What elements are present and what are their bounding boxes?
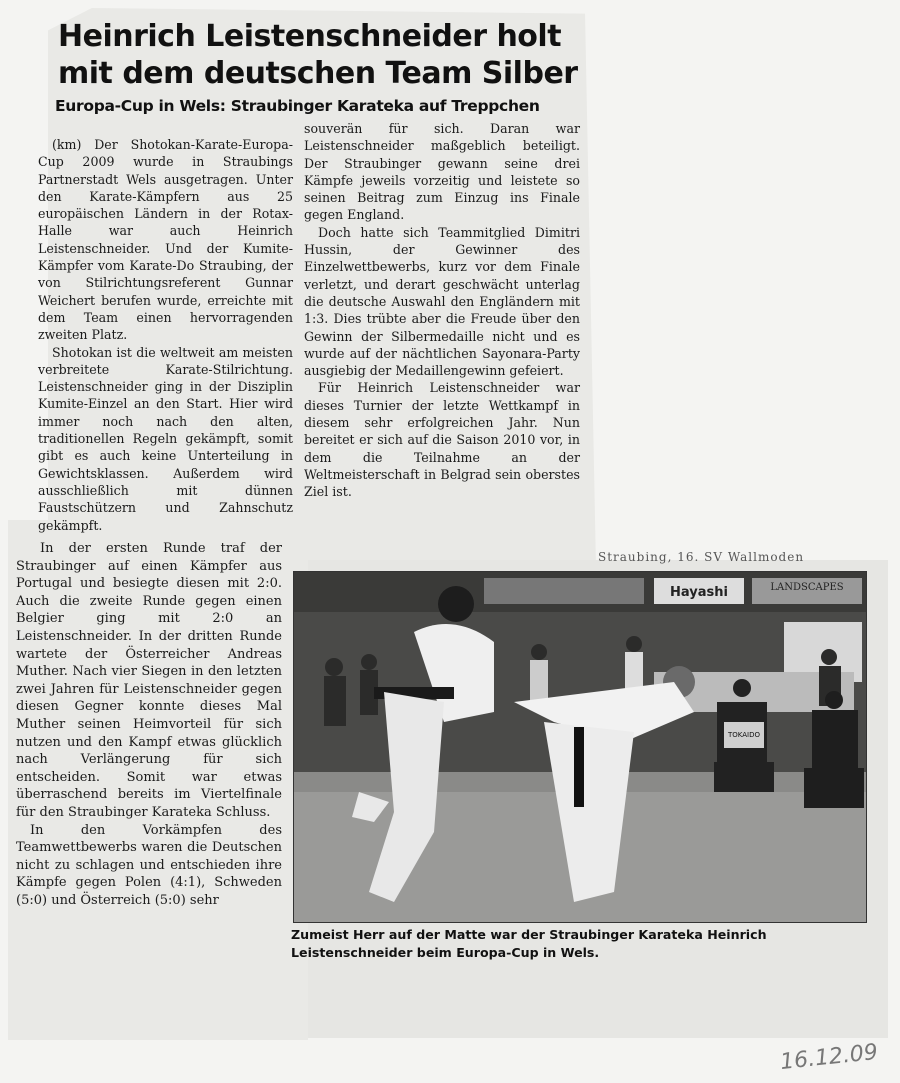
article-photo: [293, 571, 867, 923]
banner-landscapes-text: LANDSCAPES: [770, 582, 844, 593]
paragraph: (km) Der Shotokan-Karate-Europa-Cup 2009 wurde in Straubings Partnerstadt Wels ausgetragen. Unter den Karate-Kämpfern aus 25 europäischen Ländern in der Rotax-Halle war auch Heinrich Leistenschneider. Und der Kumite-Kämpfer vom Karate-Do Straubing, der von Stilrichtungsreferent Gunnar Weichert berufen wurde, erreichte mit dem Team einen hervorragenden zweiten Platz.: [38, 137, 293, 343]
margin-fragment-text: Straubing, 16. SV Wallmoden: [598, 550, 805, 564]
chair-label-text: TOKAIDO: [727, 731, 761, 739]
article-column-3: [16, 540, 282, 909]
article-column-2: [304, 120, 580, 501]
banner-sponsor-text: Hayashi: [670, 585, 728, 600]
paragraph: souverän für sich. Daran war Leistenschneider maßgeblich beteiligt. Der Straubinger gewann seine drei Kämpfe jeweils vorzeitig und leistete so seinen Beitrag zum Einzug ins Finale gegen England.: [304, 121, 580, 223]
paragraph: In den Vorkämpfen des Teamwettbewerbs waren die Deutschen nicht zu schlagen und entschieden ihre Kämpfe gegen Polen (4:1), Schweden (5:0) und Österreich (5:0) sehr: [16, 822, 282, 908]
paragraph: Doch hatte sich Teammitglied Dimitri Hussin, der Gewinner des Einzelwettbewerbs, kurz vor dem Finale verletzt, und derart geschwächt unterlag die deutsche Auswahl den Engländern mit 1:3. Dies trübte aber die Freude über den Gewinn der Silbermedaille nicht und es wurde auf der nächtlichen Sayonara-Party ausgiebig der Medaillengewinn gefeiert.: [304, 224, 580, 379]
article-headline: Heinrich Leistenschneider holt mit dem deutschen Team Silber: [58, 19, 578, 91]
paragraph: In der ersten Runde traf der Straubinger auf einen Kämpfer aus Portugal und besiegte diesen mit 2:0. Auch die zweite Runde gegen einen Belgier ging mit 2:0 an Leistenschneider. In der dritten Runde wartete der Österreicher Andreas Muther. Nach vier Siegen in den letzten zwei Jahren für Leistenschneider gegen diesen Gegner konnte dieses Mal Muther seinen Heimvorteil für sich nutzen und den Kampf etwas glücklich nach Verlängerung für sich entscheiden. Somit war etwas überraschend bereits im Viertelfinale für den Straubinger Karateka Schluss.: [16, 541, 282, 820]
paragraph: Für Heinrich Leistenschneider war dieses Turnier der letzte Wettkampf in diesem sehr erfolgreichen Jahr. Nun bereitet er sich auf die Saison 2010 vor, in dem die Teilnahme an der Weltmeisterschaft in Belgrad sein oberstes Ziel ist.: [304, 380, 580, 500]
paragraph: Shotokan ist die weltweit am meisten verbreitete Karate-Stilrichtung. Leistenschneider ging in der Disziplin Kumite-Einzel an den Start. Hier wird immer noch nach den alten, traditionellen Regeln gekämpft, somit gibt es auch keine Unterteilung in Gewichtsklassen. Außerdem wird ausschließlich mit dünnen Faustschützern und Zahnschutz gekämpft.: [38, 344, 293, 533]
photo-caption: Zumeist Herr auf der Matte war der Straubinger Karateka Heinrich Leistenschneider beim Europa-Cup in Wels.: [291, 927, 767, 960]
handwritten-date: 16.12.09: [778, 1039, 880, 1076]
article-subhead: Europa-Cup in Wels: Straubinger Karateka auf Treppchen: [55, 97, 540, 115]
article-column-1: [38, 136, 293, 534]
